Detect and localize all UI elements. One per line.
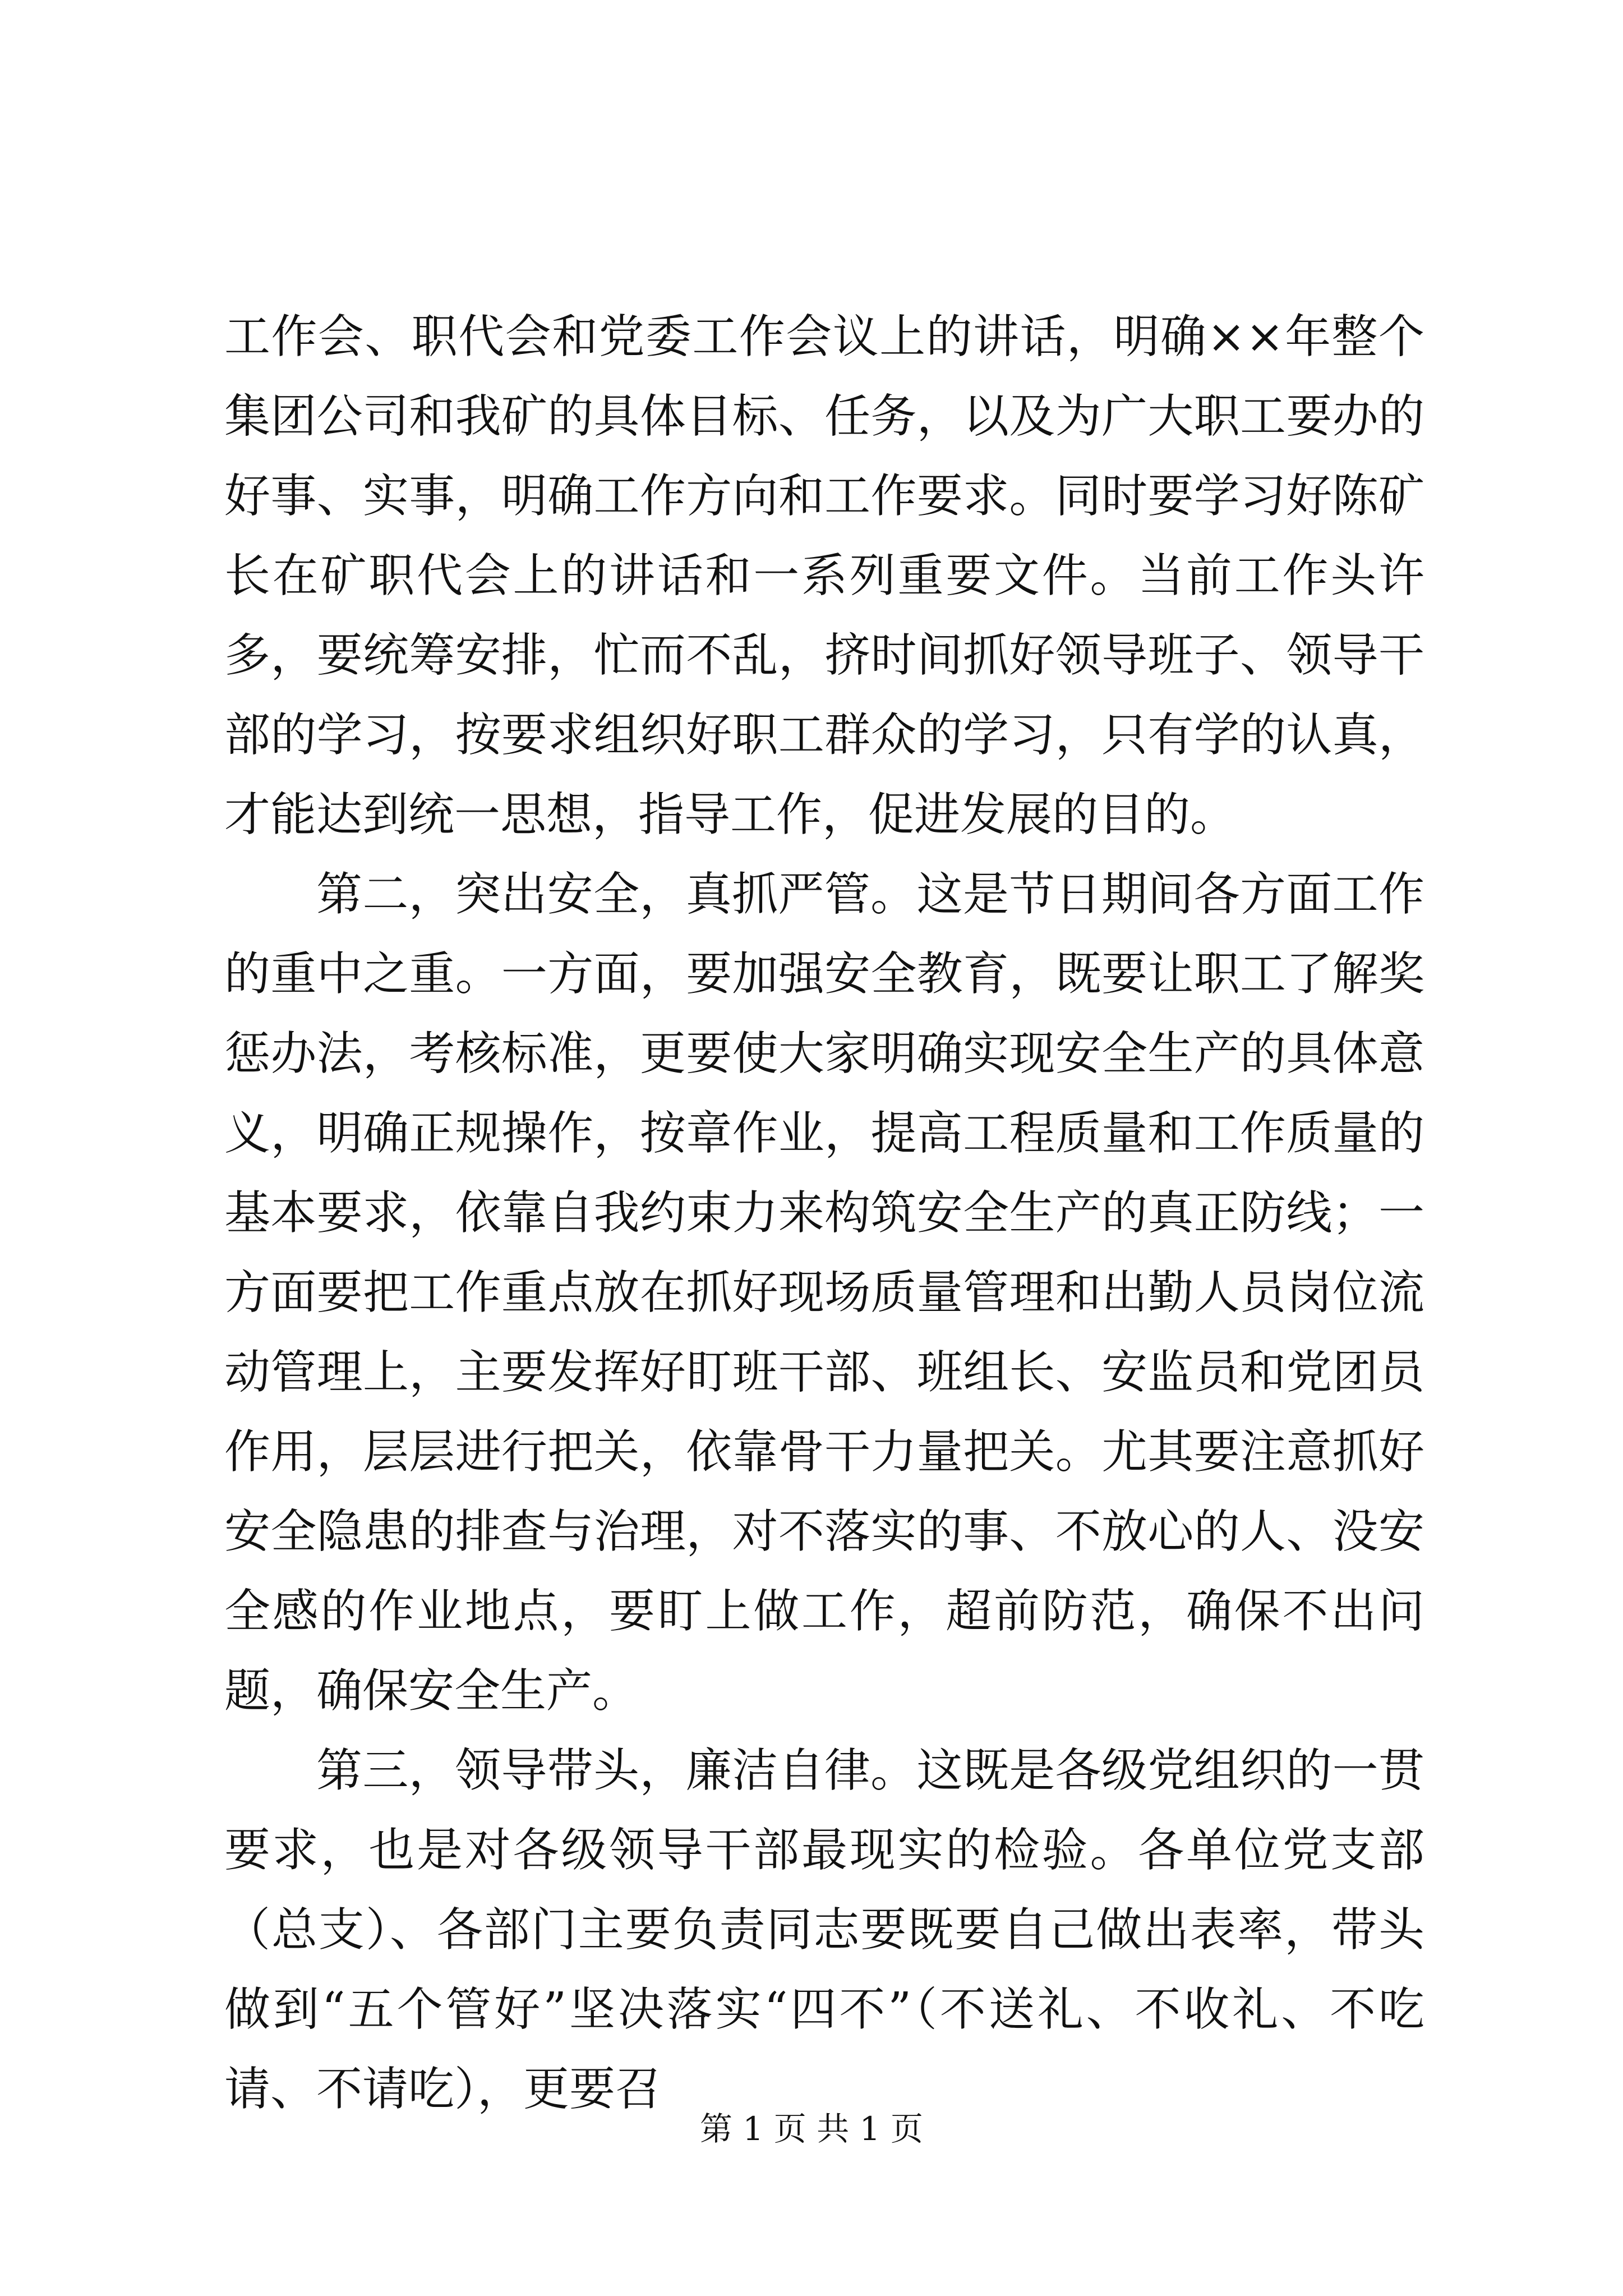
document-body <box>224 297 1424 2129</box>
page-footer: 第 1 页 共 1 页 <box>700 2110 923 2148</box>
paragraph-3: 第三，领导带头，廉洁自律。这既是各级党组织的一贯要求，也是对各级领导干部最现实的检验。各单位党支部（总支）、各部门主要负责同志要既要自己做出表率，带头做到“五个管好”坚决落实“四不”（不送礼、不收礼、不吃请、不请吃），更要召 <box>224 1744 1424 2116</box>
paragraph-2: 第二，突出安全，真抓严管。这是节日期间各方面工作的重中之重。一方面，要加强安全教育，既要让职工了解奖惩办法，考核标准，更要使大家明确实现安全生产的具体意义，明确正规操作，按章作业，提高工程质量和工作质量的基本要求，依靠自我约束力来构筑安全生产的真正防线；一方面要把工作重点放在抓好现场质量管理和出勤人员岗位流动管理上，主要发挥好盯班干部、班组长、安监员和党团员作用，层层进行把关，依靠骨干力量把关。尤其要注意抓好安全隐患的排查与治理，对不落实的事、不放心的人、没安全感的作业地点，要盯上做工作，超前防范，确保不出问题，确保安全生产。 <box>224 868 1424 1718</box>
paragraph-1: 工作会、职代会和党委工作会议上的讲话，明确××年整个集团公司和我矿的具体目标、任务，以及为广大职工要办的好事、实事，明确工作方向和工作要求。同时要学习好陈矿长在矿职代会上的讲话和一系列重要文件。当前工作头许多，要统筹安排，忙而不乱，挤时间抓好领导班子、领导干部的学习，按要求组织好职工群众的学习，只有学的认真，才能达到统一思想，指导工作，促进发展的目的。 <box>224 310 1424 841</box>
